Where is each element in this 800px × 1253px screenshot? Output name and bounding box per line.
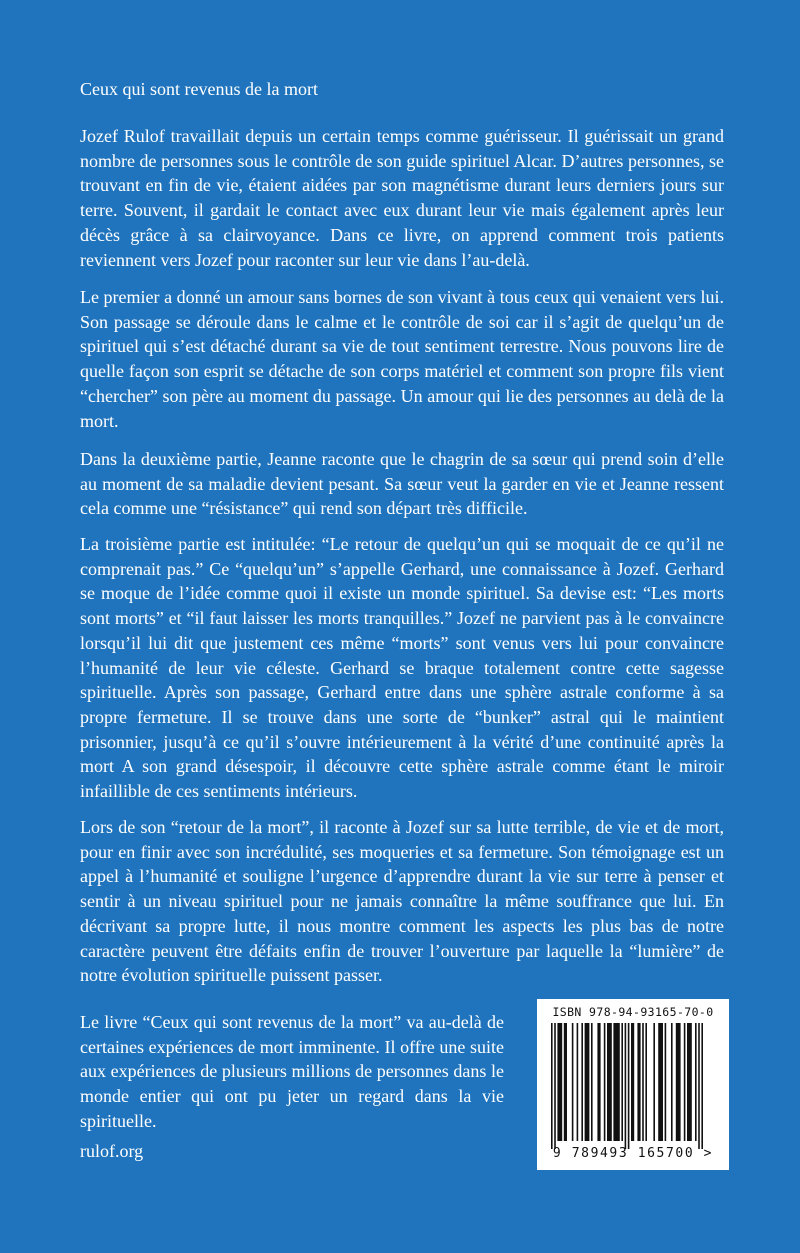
barcode-bar (581, 1023, 583, 1141)
isbn-barcode-box (537, 999, 729, 1170)
barcode-bar (607, 1023, 612, 1141)
ean-digits: 9 789493 165700 > (552, 1146, 714, 1161)
barcode-bar (554, 1023, 556, 1149)
barcode-bar (665, 1023, 667, 1141)
third-part-paragraph: La troisième partie est intitulée: “Le retour de quelqu’un qui se moquait de ce qu’il ne comprenait pas.” Ce “quelqu’un” s’appelle Gerhard, une connaissance à Jozef. Gerhard se moque de l’idée comme quoi il existe un monde spirituel. Sa devise est: “Les morts sont morts” et “il faut laisser les morts tranquilles.” Jozef ne parvient pas à le convaincre lorsqu’il lui dit que justement ces même “morts” sont venus vers lui pour convaincre l’humanité de leur vie céleste. Gerhard se braque totalement contre cette sagesse spirituelle. Après son passage, Gerhard entre dans une sphère astrale conforme à sa propre fermeture. Il se trouve dans une sorte de “bunker” astral qui le maintient prisonnier, jusqu’à ce qu’il s’ouvre intérieurement à la vérité d’une continuité après la mort A son grand désespoir, il découvre cette sphère astrale comme étant le miroir infaillible de ces sentiments intérieurs. (80, 534, 724, 802)
barcode-bar (645, 1023, 647, 1141)
barcode-bar (604, 1023, 606, 1141)
barcode-bar (631, 1023, 634, 1141)
barcode-bar (625, 1023, 627, 1149)
barcode-bar (557, 1023, 562, 1141)
barcode-bar (695, 1023, 697, 1141)
barcode-graphic (537, 999, 729, 1170)
barcode-bar (687, 1023, 692, 1141)
barcode-bar (701, 1023, 703, 1149)
barcode-bar (658, 1023, 663, 1141)
isbn-label: ISBN 978-94-93165-70-0 (552, 1005, 714, 1019)
barcode-bar (628, 1023, 630, 1149)
barcode-bar (637, 1023, 640, 1141)
barcode-bar (585, 1023, 590, 1141)
first-part-paragraph: Le premier a donné un amour sans bornes de son vivant à tous ceux qui venaient vers lui. Son passage se déroule dans le calme et le contrôle de soi car il s’agit de quelqu’un de spirituel qui s’est détaché durant sa vie de tout sentiment terrestre. Nous pouvons lire de quelle façon son esprit se détache de son corps matériel et comment son propre fils vient “chercher” son père au moment du passage. Un amour qui lie des personnes au delà de la mort. (80, 287, 724, 431)
second-part-paragraph: Dans la deuxième partie, Jeanne raconte que le chagrin de sa sœur qui prend soin d’elle au moment de sa maladie devient pesant. Sa sœur veut la garder en vie et Jeanne ressent cela comme une “résistance” qui rend son départ très difficile. (80, 449, 724, 519)
return-paragraph: Lors de son “retour de la mort”, il raconte à Jozef sur sa lutte terrible, de vie et de mort, pour en finir avec son incrédulité, ses moqueries et sa fermeture. Son témoignage est un appel à l’humanité et souligne l’urgence d’apprendre durant la vie sur terre à penser et sentir à un niveau spirituel pour ne jamais connaître la même souffrance que lui. En décrivant sa propre lutte, il nous montre comment les aspects les plus bas de notre caractère peuvent être défaits enfin de trouver l’ouverture par laquelle la “lumière” de notre évolution spirituelle puissent passer. (80, 817, 724, 986)
intro-paragraph: Jozef Rulof travaillait depuis un certain temps comme guérisseur. Il guérissait un grand nombre de personnes sous le contrôle de son guide spirituel Alcar. D’autres personnes, se trouvant en fin de vie, étaient aidées par son magnétisme durant leurs derniers jours sur terre. Souvent, il gardait le contact avec eux durant leur vie mais également après leur décès grâce à sa clairvoyance. Dans ce livre, on apprend comment trois patients reviennent vers Jozef pour raconter sur leur vie dans l’au-delà. (80, 126, 724, 270)
barcode-bar (597, 1023, 600, 1141)
barcode-bar (698, 1023, 700, 1149)
website-link[interactable]: rulof.org (80, 1141, 144, 1161)
barcode-bar (572, 1023, 574, 1141)
barcode-bar (671, 1023, 673, 1141)
barcode-bar (684, 1023, 686, 1141)
book-title: Ceux qui sont revenus de la mort (80, 79, 318, 99)
barcode-bar (653, 1023, 655, 1141)
barcode-bar (613, 1023, 619, 1141)
barcode-bar (577, 1023, 579, 1141)
barcode-bar (551, 1023, 553, 1149)
barcode-bar (564, 1023, 567, 1141)
closing-paragraph: Le livre “Ceux qui sont revenus de la mort” va au-delà de certaines expériences de mort imminente. Il offre une suite aux expériences de plusieurs millions de personnes dans le monde entier qui ont pu jeter un regard dans la vie spirituelle. (80, 1012, 504, 1131)
barcode-bar (676, 1023, 681, 1141)
barcode-bar (621, 1023, 623, 1141)
barcode-bar (642, 1023, 644, 1141)
barcode-bar (591, 1023, 593, 1141)
